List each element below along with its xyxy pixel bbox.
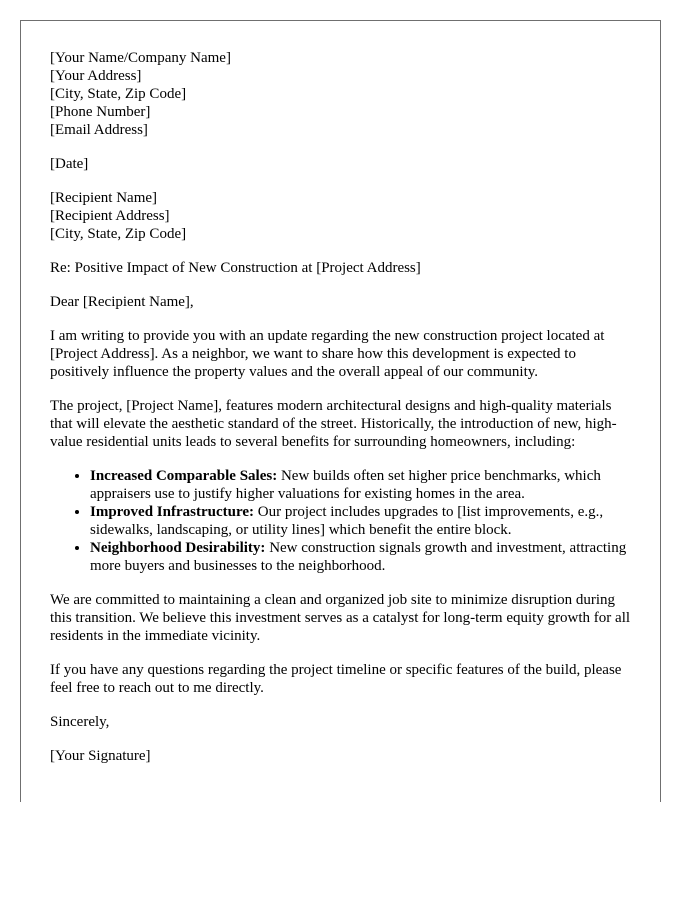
benefit-text: Our project includes upgrades to [list improvements, e.g., sidewalks, landscaping, or utility lines] which benefit the entire block. <box>90 504 604 538</box>
list-item <box>90 539 631 575</box>
list-item <box>90 467 631 503</box>
benefit-title: Increased Comparable Sales: <box>90 468 278 484</box>
benefit-title: Improved Infrastructure: <box>90 504 255 520</box>
signature: [Your Signature] <box>50 748 151 764</box>
benefit-title: Neighborhood Desirability: <box>90 540 266 556</box>
recipient-address: [Recipient Address] <box>50 208 170 224</box>
subject-line: Re: Positive Impact of New Construction at [Project Address] <box>50 260 421 276</box>
letter-page <box>20 20 661 802</box>
letter-date: [Date] <box>50 156 89 172</box>
questions-paragraph: If you have any questions regarding the project timeline or specific features of the build, please feel free to reach out to me directly. <box>50 662 622 696</box>
benefit-text: New construction signals growth and investment, attracting more buyers and businesses to the neighborhood. <box>90 540 627 574</box>
commitment-paragraph: We are committed to maintaining a clean and organized job site to minimize disruption during this transition. We believe this investment serves as a catalyst for long-term equity growth for all residents in the immediate vicinity. <box>50 592 631 644</box>
intro-paragraph: I am writing to provide you with an update regarding the new construction project located at [Project Address]. As a neighbor, we want to share how this development is expected to positively influence the property values and the overall appeal of our community. <box>50 328 605 380</box>
sender-email: [Email Address] <box>50 122 148 138</box>
sender-address: [Your Address] <box>50 68 142 84</box>
closing: Sincerely, <box>50 714 110 730</box>
recipient-city-state-zip: [City, State, Zip Code] <box>50 226 187 242</box>
salutation: Dear [Recipient Name], <box>50 294 194 310</box>
sender-city-state-zip: [City, State, Zip Code] <box>50 86 187 102</box>
recipient-block <box>50 189 631 243</box>
benefits-list <box>50 467 631 575</box>
list-item <box>90 503 631 539</box>
sender-phone: [Phone Number] <box>50 104 151 120</box>
project-paragraph: The project, [Project Name], features modern architectural designs and high-quality materials that will elevate the aesthetic standard of the street. Historically, the introduction of new, high-value residential units leads to several benefits for surrounding homeowners, including: <box>50 398 617 450</box>
sender-block <box>50 49 631 139</box>
recipient-name: [Recipient Name] <box>50 190 158 206</box>
sender-name: [Your Name/Company Name] <box>50 50 231 66</box>
date-block <box>50 155 631 173</box>
benefit-text: New builds often set higher price benchmarks, which appraisers use to justify higher valuations for existing homes in the area. <box>90 468 601 502</box>
